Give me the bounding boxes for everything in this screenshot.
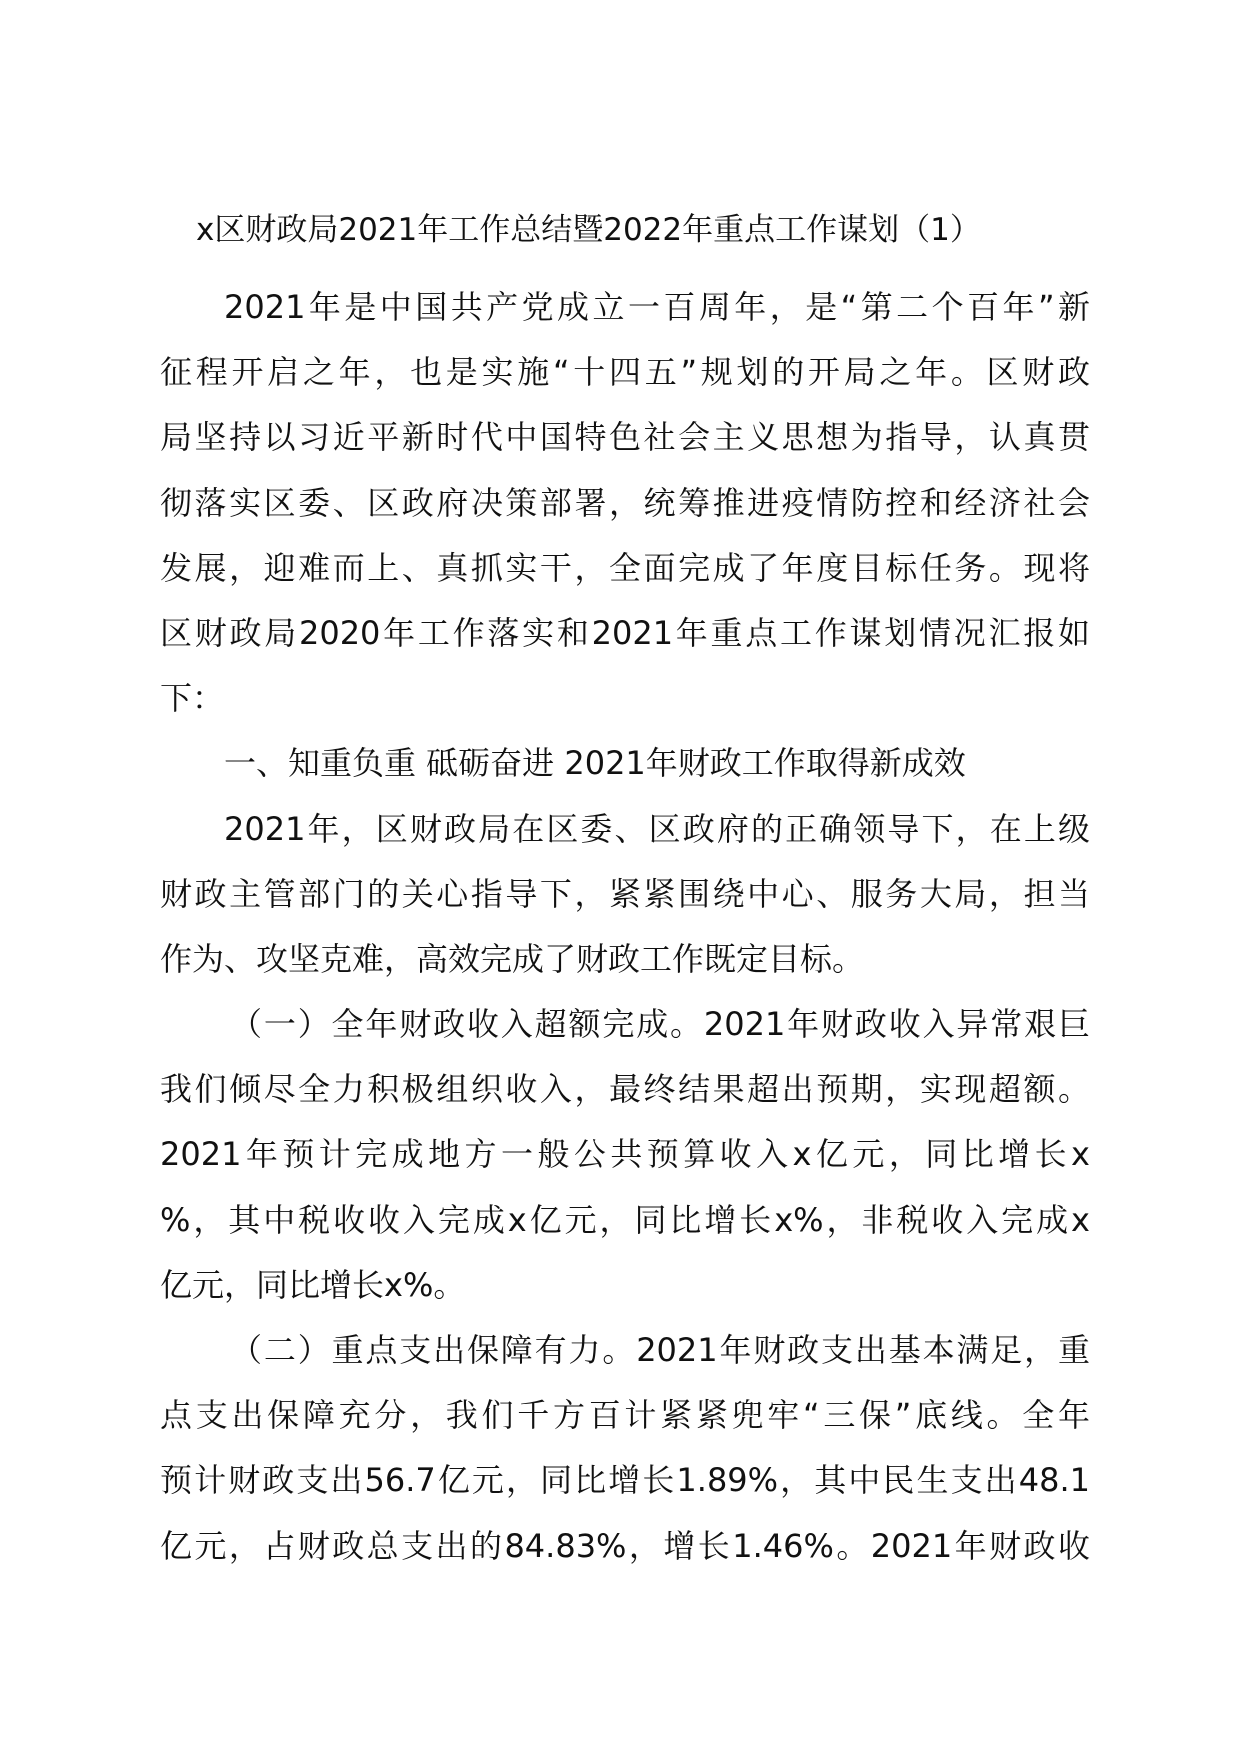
paragraph-line: 发展，迎难而上、真抓实干，全面完成了年度目标任务。现将 — [160, 548, 1090, 587]
paragraph-line: 我们倾尽全力积极组织收入，最终结果超出预期，实现超额。 — [160, 1070, 1090, 1109]
section-heading: 一、知重负重 砥砺奋进 2021年财政工作取得新成效 — [224, 744, 966, 783]
paragraph-line: 2021年预计完成地方一般公共预算收入x亿元，同比增长x — [160, 1135, 1090, 1174]
document-title: x区财政局2021年工作总结暨2022年重点工作谋划（1） — [196, 212, 981, 248]
document-body — [160, 275, 1090, 1579]
paragraph-line: 局坚持以习近平新时代中国特色社会主义思想为指导，认真贯 — [160, 418, 1090, 457]
paragraph-line: 作为、攻坚克难，高效完成了财政工作既定目标。 — [160, 939, 865, 978]
paragraph-line: %，其中税收收入完成x亿元，同比增长x%，非税收入完成x — [160, 1200, 1090, 1239]
paragraph-line: 亿元，同比增长x%。 — [160, 1265, 466, 1304]
paragraph-line: 彻落实区委、区政府决策部署，统筹推进疫情防控和经济社会 — [160, 483, 1090, 522]
paragraph-line: 点支出保障充分，我们千方百计紧紧兜牢“三保”底线。全年 — [160, 1396, 1090, 1435]
paragraph-line: 亿元，占财政总支出的84.83%，增长1.46%。2021年财政收 — [160, 1526, 1090, 1565]
paragraph-line: 2021年是中国共产党成立一百周年，是“第二个百年”新 — [224, 288, 1090, 326]
paragraph-line: 征程开启之年，也是实施“十四五”规划的开局之年。区财政 — [160, 353, 1090, 392]
paragraph-line: 2021年，区财政局在区委、区政府的正确领导下，在上级 — [224, 809, 1090, 848]
paragraph-line: 区财政局2020年工作落实和2021年重点工作谋划情况汇报如 — [160, 613, 1090, 652]
paragraph-line: 预计财政支出56.7亿元，同比增长1.89%，其中民生支出48.1 — [160, 1461, 1090, 1500]
subsection-line: （一）全年财政收入超额完成。2021年财政收入异常艰巨 — [230, 1005, 1090, 1044]
paragraph-line: 财政主管部门的关心指导下，紧紧围绕中心、服务大局，担当 — [160, 874, 1090, 913]
paragraph-line: 下： — [160, 679, 225, 718]
subsection-line: （二）重点支出保障有力。2021年财政支出基本满足，重 — [230, 1331, 1090, 1369]
